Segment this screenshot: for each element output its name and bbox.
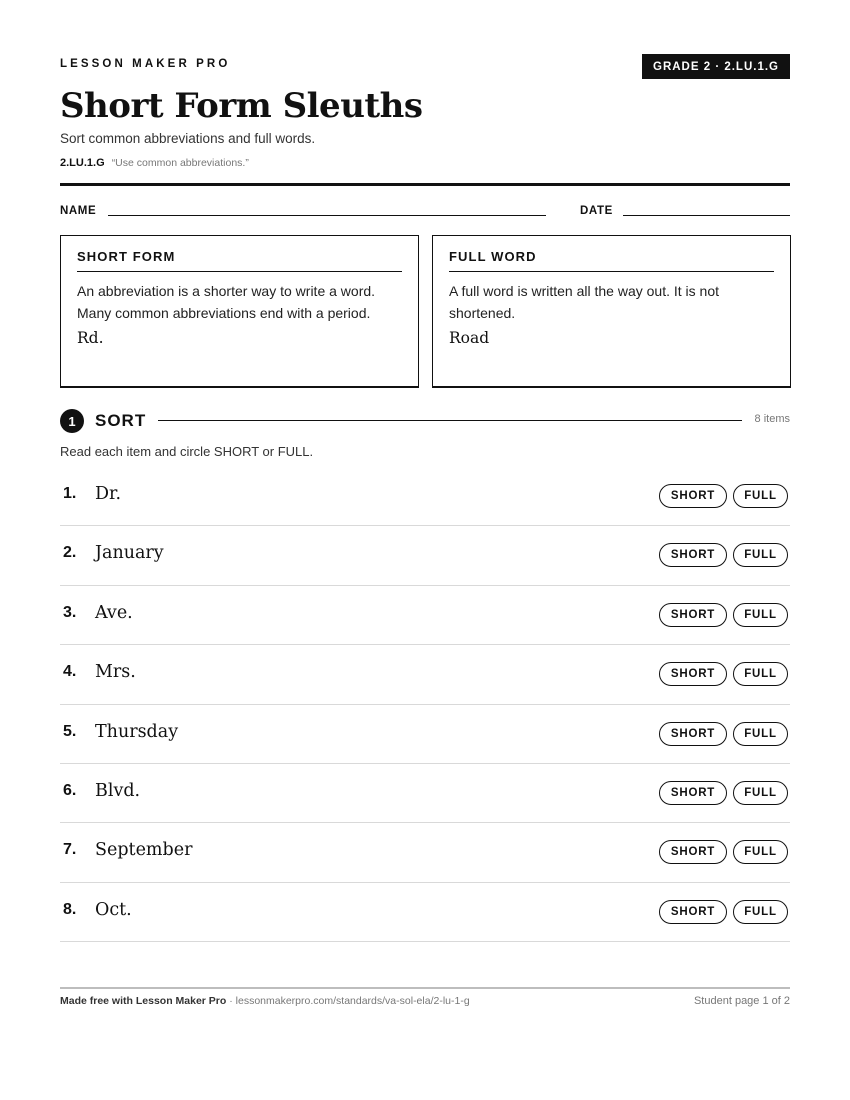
item-list (60, 467, 790, 942)
item-word: Thursday (95, 721, 179, 742)
standard-quote: “Use common abbreviations.” (111, 157, 249, 169)
item-number: 2. (63, 544, 77, 562)
item-word: Mrs. (95, 662, 136, 683)
short-choice-button[interactable]: SHORT (659, 484, 727, 508)
footer-credit (60, 995, 470, 1007)
short-choice-button[interactable]: SHORT (659, 900, 727, 924)
list-item (60, 764, 790, 823)
item-number: 4. (63, 663, 77, 681)
date-field[interactable] (623, 215, 790, 216)
card-heading: SHORT FORM (77, 249, 402, 272)
list-item (60, 586, 790, 645)
card-example: Rd. (77, 329, 104, 347)
card-example: Road (449, 329, 490, 347)
item-word: September (95, 840, 193, 861)
item-count: 8 items (754, 413, 790, 425)
standard-line (60, 157, 249, 169)
full-choice-button[interactable]: FULL (733, 840, 788, 864)
list-item (60, 883, 790, 942)
grade-badge: GRADE 2 · 2.LU.1.G (642, 54, 790, 79)
item-word: January (95, 543, 164, 564)
card-description: A full word is written all the way out. It is not shortened. (449, 283, 720, 321)
instructions: Read each item and circle SHORT or FULL. (60, 444, 314, 459)
footer-divider (60, 987, 790, 989)
item-word: Blvd. (95, 780, 141, 801)
worksheet-page (60, 0, 790, 1100)
item-number: 5. (63, 722, 77, 740)
full-choice-button[interactable]: FULL (733, 781, 788, 805)
list-item (60, 645, 790, 704)
list-item (60, 467, 790, 526)
item-number: 7. (63, 841, 77, 859)
full-choice-button[interactable]: FULL (733, 484, 788, 508)
list-item (60, 823, 790, 882)
header-divider (60, 183, 790, 186)
section-divider (158, 420, 742, 421)
full-choice-button[interactable]: FULL (733, 543, 788, 567)
section-title: SORT (95, 411, 147, 430)
short-choice-button[interactable]: SHORT (659, 840, 727, 864)
short-choice-button[interactable]: SHORT (659, 722, 727, 746)
name-label: NAME (60, 205, 97, 217)
item-word: Ave. (95, 602, 133, 623)
short-form-card (60, 235, 419, 388)
standard-code: 2.LU.1.G (60, 157, 105, 169)
short-choice-button[interactable]: SHORT (659, 543, 727, 567)
page-subtitle: Sort common abbreviations and full words. (60, 131, 316, 146)
short-choice-button[interactable]: SHORT (659, 603, 727, 627)
short-choice-button[interactable]: SHORT (659, 781, 727, 805)
footer-separator: · (226, 995, 236, 1007)
footer-url[interactable]: lessonmakerpro.com/standards/va-sol-ela/2-lu-1-g (235, 995, 470, 1007)
list-item (60, 705, 790, 764)
page-indicator: Student page 1 of 2 (693, 995, 790, 1007)
date-label: DATE (580, 205, 613, 217)
item-word: Oct. (95, 899, 132, 920)
item-number: 6. (63, 781, 77, 799)
section-header (60, 409, 790, 433)
full-choice-button[interactable]: FULL (733, 662, 788, 686)
card-heading: FULL WORD (449, 249, 774, 272)
item-number: 1. (63, 485, 77, 502)
footer-made-with: Made free with Lesson Maker Pro (60, 995, 227, 1007)
item-number: 8. (63, 900, 77, 918)
list-item (60, 526, 790, 585)
full-choice-button[interactable]: FULL (733, 722, 788, 746)
full-choice-button[interactable]: FULL (733, 900, 788, 924)
item-word: Dr. (95, 484, 122, 504)
item-number: 3. (63, 603, 77, 621)
card-description: An abbreviation is a shorter way to write a word. Many common abbreviations end with a period. (77, 283, 376, 321)
page-title: Short Form Sleuths (60, 86, 423, 126)
name-field[interactable] (108, 215, 546, 216)
brand-name: LESSON MAKER PRO (60, 58, 231, 70)
full-word-card (432, 235, 791, 388)
section-number-badge: 1 (60, 409, 84, 433)
short-choice-button[interactable]: SHORT (659, 662, 727, 686)
full-choice-button[interactable]: FULL (733, 603, 788, 627)
